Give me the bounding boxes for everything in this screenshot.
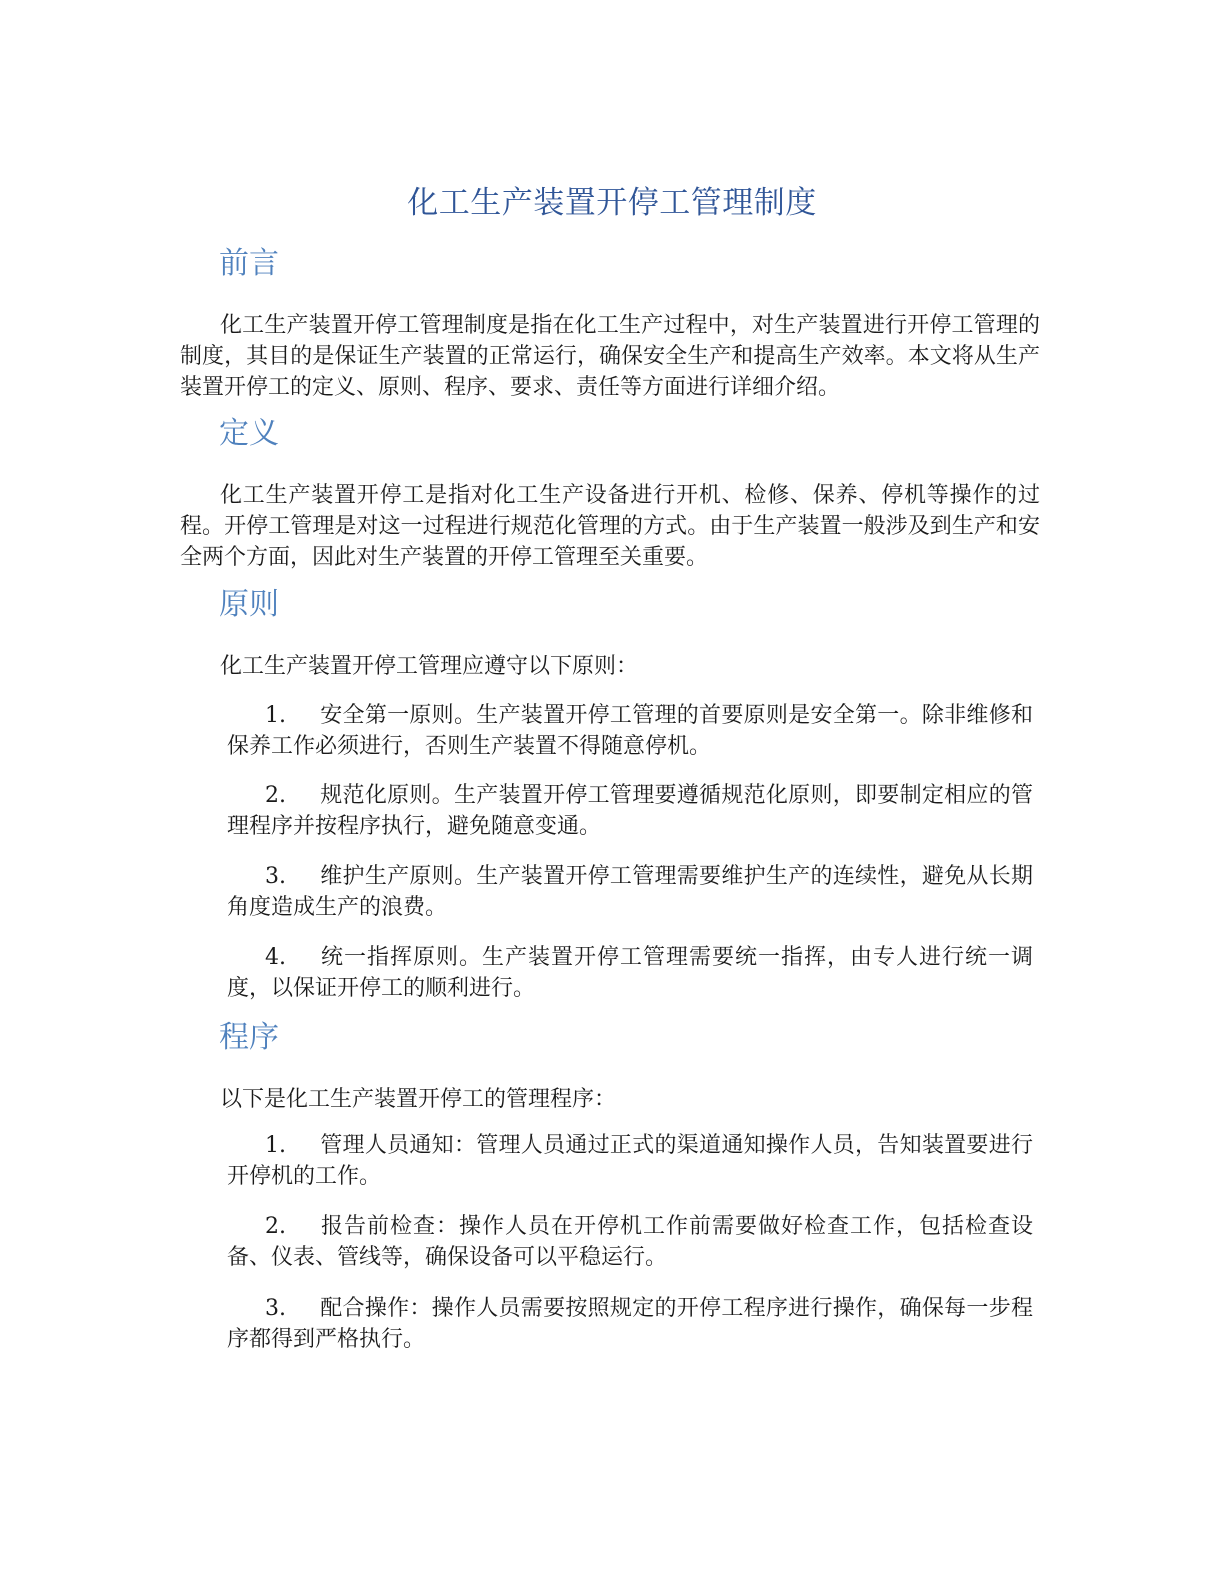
list-number: 3.: [265, 864, 286, 889]
heading-principles: 原则: [219, 587, 279, 622]
list-number: 3.: [265, 1296, 286, 1321]
definition-paragraph: 化工生产装置开停工是指对化工生产设备进行开机、检修、保养、停机等操作的过程。开停工管理是对这一过程进行规范化管理的方式。由于生产装置一般涉及到生产和安全两个方面，因此对生产装置的开停工管理至关重要。: [180, 483, 1040, 570]
heading-definition: 定义: [219, 416, 279, 451]
heading-preface: 前言: [219, 246, 279, 281]
principle-item: [227, 780, 1033, 842]
list-item-text: 安全第一原则。生产装置开停工管理的首要原则是安全第一。除非维修和保养工作必须进行，否则生产装置不得随意停机。: [227, 703, 1033, 759]
principle-item: [227, 861, 1033, 923]
list-number: 2.: [265, 783, 286, 808]
list-number: 2.: [265, 1214, 286, 1239]
principle-item: [227, 942, 1033, 1004]
list-number: 1.: [265, 1133, 286, 1158]
preface-paragraph: 化工生产装置开停工管理制度是指在化工生产过程中，对生产装置进行开停工管理的制度，其目的是保证生产装置的正常运行，确保安全生产和提高生产效率。本文将从生产装置开停工的定义、原则、程序、要求、责任等方面进行详细介绍。: [180, 313, 1040, 400]
procedure-item: [227, 1130, 1033, 1192]
list-item-text: 统一指挥原则。生产装置开停工管理需要统一指挥，由专人进行统一调度，以保证开停工的顺利进行。: [227, 945, 1033, 1001]
list-item-text: 管理人员通知：管理人员通过正式的渠道通知操作人员，告知装置要进行开停机的工作。: [227, 1133, 1033, 1189]
principles-lead: 化工生产装置开停工管理应遵守以下原则：: [220, 654, 639, 679]
list-item-text: 报告前检查：操作人员在开停机工作前需要做好检查工作，包括检查设备、仪表、管线等，确保设备可以平稳运行。: [227, 1214, 1033, 1270]
principle-item: [227, 700, 1033, 762]
procedure-item: [227, 1211, 1033, 1273]
list-item-text: 配合操作：操作人员需要按照规定的开停工程序进行操作，确保每一步程序都得到严格执行。: [227, 1296, 1033, 1352]
document-title: 化工生产装置开停工管理制度: [407, 185, 817, 221]
list-item-text: 维护生产原则。生产装置开停工管理需要维护生产的连续性，避免从长期角度造成生产的浪费。: [227, 864, 1033, 920]
list-item-text: 规范化原则。生产装置开停工管理要遵循规范化原则，即要制定相应的管理程序并按程序执行，避免随意变通。: [227, 783, 1033, 839]
list-number: 1.: [265, 703, 286, 728]
list-number: 4.: [265, 945, 286, 970]
heading-procedure: 程序: [219, 1020, 279, 1055]
procedure-lead: 以下是化工生产装置开停工的管理程序：: [220, 1087, 617, 1112]
procedure-item: [227, 1293, 1033, 1355]
